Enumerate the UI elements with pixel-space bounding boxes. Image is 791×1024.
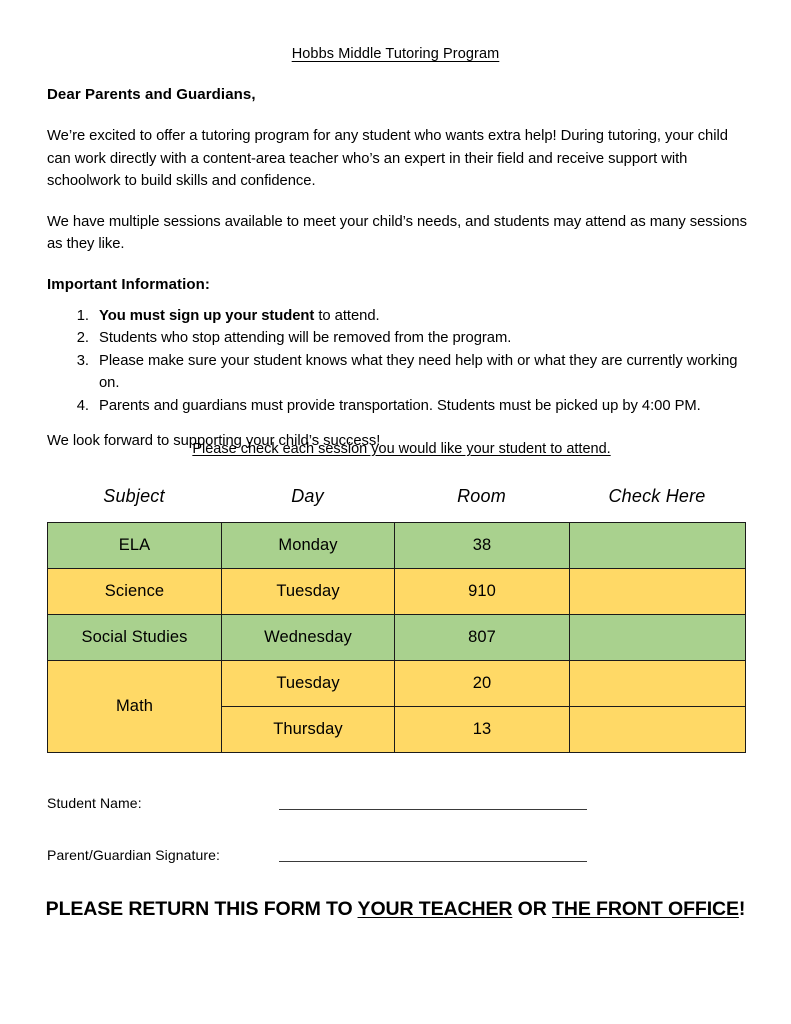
- cell-check-here[interactable]: [570, 615, 746, 661]
- cell-day: Monday: [222, 523, 395, 569]
- header-day: Day: [291, 486, 324, 506]
- table-row: [48, 569, 746, 615]
- cell-check-here[interactable]: [570, 523, 746, 569]
- cell-check-here[interactable]: [570, 661, 746, 707]
- sessions-paragraph: We have multiple sessions available to meet your child’s needs, and students may attend as many sessions as they like.: [47, 213, 747, 252]
- return-middle: OR: [512, 898, 553, 920]
- list-item-text: Students who stop attending will be removed from the program.: [99, 330, 512, 346]
- letter-body: [47, 86, 747, 449]
- student-name-row: [47, 795, 142, 811]
- return-emphasis-teacher: YOUR TEACHER: [357, 898, 513, 920]
- parent-signature-field[interactable]: [279, 861, 587, 862]
- header-room: Room: [457, 486, 506, 506]
- cell-room: 38: [395, 523, 570, 569]
- return-emphasis-office: THE FRONT OFFICE: [552, 898, 739, 920]
- parent-signature-row: [47, 847, 220, 863]
- parent-signature-label: Parent/Guardian Signature:: [47, 847, 221, 863]
- check-instruction: Please check each session you would like your student to attend.: [192, 441, 611, 457]
- cell-subject: Social Studies: [48, 615, 222, 661]
- cell-room: 910: [395, 569, 570, 615]
- student-name-label: Student Name:: [47, 795, 142, 811]
- return-instruction: [0, 898, 791, 921]
- cell-day: Thursday: [222, 707, 395, 753]
- list-item-text: Please make sure your student knows what they need help with or what they are currently working on.: [99, 352, 738, 391]
- list-item: [93, 395, 747, 418]
- header-subject: Subject: [103, 486, 165, 506]
- return-suffix: !: [738, 898, 746, 920]
- student-name-field[interactable]: [279, 809, 587, 810]
- salutation: Dear Parents and Guardians,: [47, 86, 256, 103]
- cell-room: 807: [395, 615, 570, 661]
- cell-day: Wednesday: [222, 615, 395, 661]
- cell-check-here[interactable]: [570, 569, 746, 615]
- intro-paragraph: We’re excited to offer a tutoring program for any student who wants extra help! During tutoring, your child can work directly with a content-area teacher who’s an expert in their field and receive support with schoolwork to build skills and confidence.: [47, 128, 728, 189]
- closing-line: We look forward to supporting your child’s success!: [47, 433, 381, 449]
- cell-day: Tuesday: [222, 569, 395, 615]
- list-item-text: to attend.: [314, 307, 380, 324]
- cell-subject: ELA: [48, 523, 222, 569]
- list-item-text: Parents and guardians must provide transportation. Students must be picked up by 4:00 PM.: [99, 397, 701, 414]
- header-check-here: Check Here: [608, 486, 706, 506]
- cell-day: Tuesday: [222, 661, 395, 707]
- table-row: [48, 661, 746, 707]
- list-item: [93, 327, 747, 350]
- cell-room: 13: [395, 707, 570, 753]
- return-prefix: PLEASE RETURN THIS FORM TO: [45, 898, 358, 920]
- list-item-bold-lead: You must sign up your student: [99, 307, 315, 324]
- important-information-list: [47, 305, 747, 418]
- cell-subject: Science: [48, 569, 222, 615]
- table-row: [48, 615, 746, 661]
- cell-room: 20: [395, 661, 570, 707]
- cell-check-here[interactable]: [570, 707, 746, 753]
- list-item: [93, 305, 747, 328]
- cell-subject: Math: [48, 661, 222, 753]
- table-row: [48, 523, 746, 569]
- important-information-heading: Important Information:: [47, 275, 211, 293]
- list-item: [93, 350, 747, 395]
- document-title: Hobbs Middle Tutoring Program: [291, 46, 500, 62]
- schedule-table: [47, 522, 746, 753]
- schedule-table-headers: [47, 486, 745, 507]
